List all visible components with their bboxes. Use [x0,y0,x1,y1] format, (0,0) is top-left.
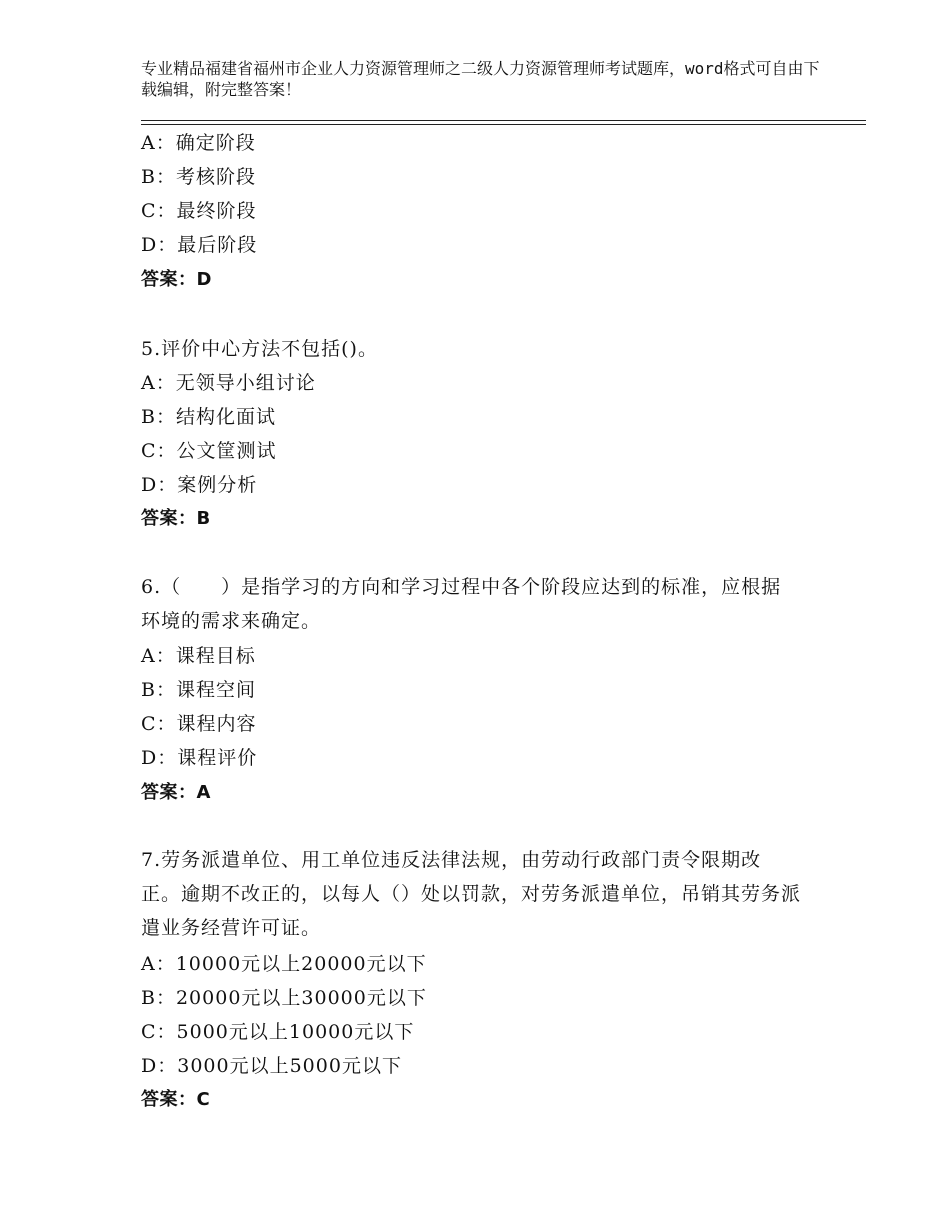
header-rule-bottom [141,124,866,125]
q7-option-a: A：10000元以上20000元以下 [141,953,427,975]
q7-answer: 答案：C [141,1089,211,1110]
q4-option-a: A：确定阶段 [141,132,256,154]
q4-option-c: C：最终阶段 [141,200,257,222]
q4-option-d: D：最后阶段 [141,234,258,256]
q6-option-a: A：课程目标 [141,645,256,667]
q7-option-c: C：5000元以上10000元以下 [141,1021,415,1043]
q6-question-text: 6.（ ）是指学习的方向和学习过程中各个阶段应达到的标准，应根据环境的需求来确定。 [141,576,782,632]
q5-option-c: C：公文筐测试 [141,440,277,462]
q7-option-b: B：20000元以上30000元以下 [141,987,427,1009]
q5-answer: 答案：B [141,508,211,529]
q5-question-text: 5.评价中心方法不包括()。 [141,338,378,360]
q7-question-text: 7.劳务派遣单位、用工单位违反法律法规，由劳动行政部门责令限期改正。逾期不改正的，以每人（）处以罚款，对劳务派遣单位，吊销其劳务派遣业务经营许可证。 [141,849,802,939]
document-header: 专业精品福建省福州市企业人力资源管理师之二级人力资源管理师考试题库，word格式可自由下载编辑，附完整答案！ [141,59,820,99]
header-rule-top [141,120,866,121]
q7-option-d: D：3000元以上5000元以下 [141,1055,402,1077]
q6-option-b: B：课程空间 [141,679,256,701]
q4-option-b: B：考核阶段 [141,166,256,188]
q5-option-b: B：结构化面试 [141,406,276,428]
q6-answer: 答案：A [141,782,211,803]
q6-option-c: C：课程内容 [141,713,257,735]
q5-option-d: D：案例分析 [141,474,258,496]
q4-answer: 答案：D [141,269,212,290]
q5-option-a: A：无领导小组讨论 [141,372,316,394]
q6-option-d: D：课程评价 [141,747,258,769]
